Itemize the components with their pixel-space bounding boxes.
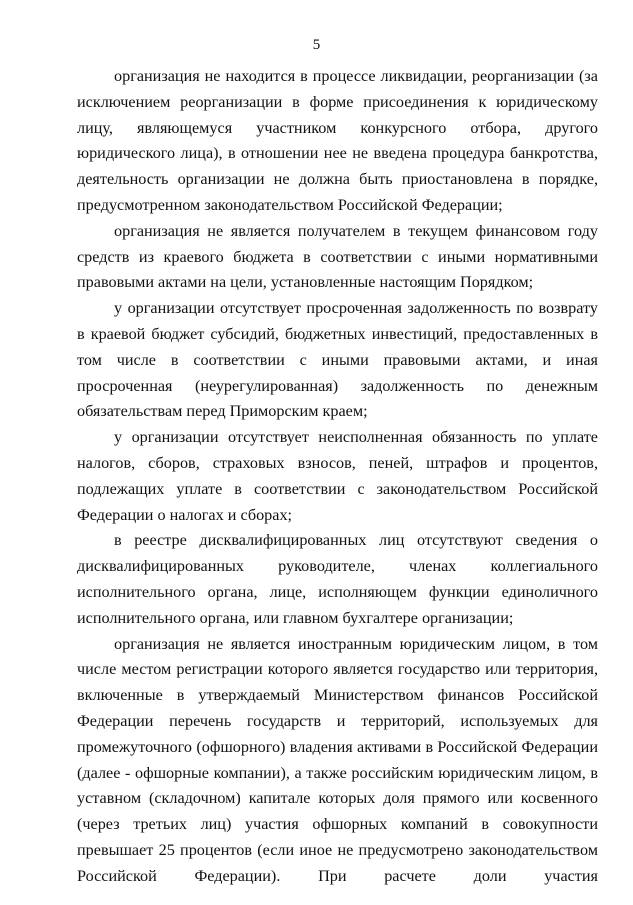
paragraph-disqualified-persons-condition: в реестре дисквалифицированных лиц отсутствуют сведения о дисквалифицированных руководителе, членах коллегиального исполнительного органа, лице, исполняющем функции единоличного исполнительного органа, или главном бухгалтере организации; [77, 531, 598, 627]
paragraph-offshore-condition: организация не является иностранным юридическим лицом, в том числе местом регистрации которого является государство или территория, включенные в утверждаемый Министерством финансов Российской Федерации перечень государств и территорий, используемых для промежуточного (офшорного) владения активами в Российской Федерации (далее - офшорные компании), а также российским юридическим лицом, в уставном (складочном) капитале которых доля прямого или косвенного (через третьих лиц) участия офшорных компаний в совокупности превышает 25 процентов (если иное не предусмотрено законодательством Российской Федерации). При расчете доли участия [77, 634, 598, 885]
page-number: 5 [312, 37, 321, 53]
paragraph-tax-obligation-condition: у организации отсутствует неисполненная обязанность по уплате налогов, сборов, страховых взносов, пеней, штрафов и процентов, подлежащих уплате в соответствии с законодательством Российской Федерации о налогах и сборах; [77, 428, 598, 524]
document-body [77, 64, 598, 890]
paragraph-budget-funds-condition: организация не является получателем в текущем финансовом году средств из краевого бюджета в соответствии с иными нормативными правовыми актами на цели, установленные настоящим Порядком; [77, 221, 598, 292]
paragraph-overdue-debt-condition: у организации отсутствует просроченная задолженность по возврату в краевой бюджет субсидий, бюджетных инвестиций, предоставленных в том числе в соответствии с иными правовыми актами, и иная просроченная (неурегулированная) задолженность по денежным обязательствам перед Приморским краем; [77, 299, 598, 421]
paragraph-liquidation-condition: организация не находится в процессе ликвидации, реорганизации (за исключением реорганизации в форме присоединения к юридическому лицу, являющемуся участником конкурсного отбора, другого юридического лица), в отношении нее не введена процедура банкротства, деятельность организации не должна быть приостановлена в порядке, предусмотренном законодательством Российской Федерации; [77, 67, 598, 214]
